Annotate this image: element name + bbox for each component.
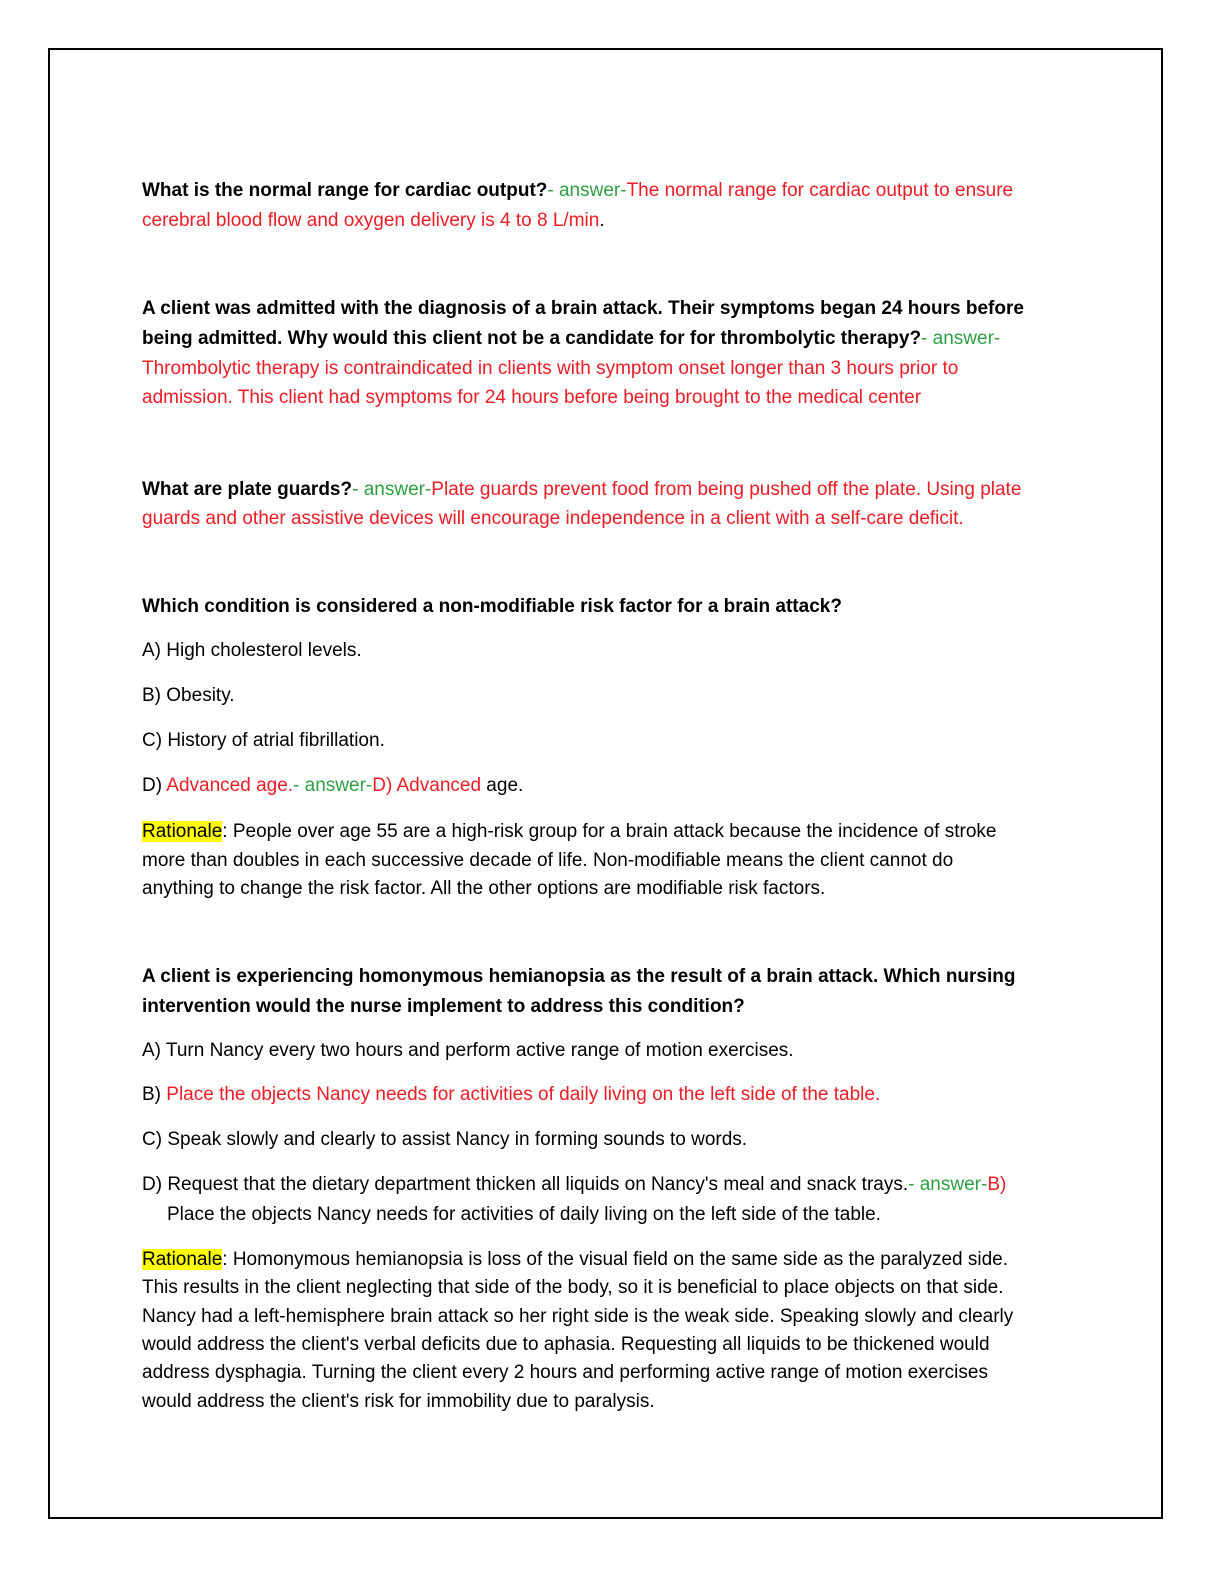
q4-answer: D) Advanced	[372, 775, 482, 796]
q4-sep2: -	[365, 775, 373, 796]
q4-option-d	[142, 771, 1082, 801]
q4-rationale-line2: more than doubles in each successive decade of life. Non-modifiable means the client cannot do	[142, 850, 954, 871]
q5-rationale-line3: Nancy had a left-hemisphere brain attack so her right side is the weak side. Speaking slowly and clearly	[142, 1306, 1014, 1327]
q4-answer-label: answer	[304, 775, 366, 796]
q5-option-b	[142, 1080, 1082, 1110]
q2-line2	[142, 324, 1082, 354]
q3-answer-line2: guards and other assistive devices will encourage independence in a client with a self-care deficit.	[142, 508, 964, 529]
q2-question-line1: A client was admitted with the diagnosis of a brain attack. Their symptoms began 24 hours before	[142, 298, 1024, 319]
q3-answer-line1: Plate guards prevent food from being pushed off the plate. Using plate	[431, 479, 1022, 500]
q4-answer-tail: age.	[481, 775, 524, 796]
q5-rationale-line2: This results in the client neglecting that side of the body, so it is beneficial to place objects on that side.	[142, 1277, 1004, 1298]
q3-sep2: -	[424, 479, 432, 500]
q2-sep1: -	[921, 328, 933, 349]
q5-option-b-prefix: B)	[142, 1084, 167, 1105]
q2-answer-line2: admission. This client had symptoms for 24 hours before being brought to the medical center	[142, 387, 922, 408]
q3-answer-label: answer	[363, 479, 425, 500]
q5-answer-b: B)	[987, 1174, 1007, 1195]
q5-sep2: -	[980, 1174, 988, 1195]
q2-answer-label: answer	[932, 328, 994, 349]
q4-option-d-text: Advanced age.	[166, 775, 294, 796]
q5-rationale-line1	[142, 1245, 1082, 1275]
q3-question: What are plate guards?	[142, 479, 353, 500]
q5-answer-label: answer	[919, 1174, 981, 1195]
q5-question-line1: A client is experiencing homonymous hemianopsia as the result of a brain attack. Which nursing	[142, 966, 1016, 987]
q4-option-c: C) History of atrial fibrillation.	[142, 730, 385, 751]
q1-answer-label: answer	[558, 180, 621, 201]
q5-rationale-line6: would address the client's risk for immobility due to paralysis.	[142, 1391, 655, 1412]
q1-line2	[142, 206, 1082, 236]
q2-question-line2: being admitted. Why would this client not be a candidate for for thrombolytic therapy?	[142, 328, 922, 349]
q5-option-d-text: D) Request that the dietary department thicken all liquids on Nancy's meal and snack trays.	[142, 1174, 909, 1195]
q3-line1	[142, 475, 1082, 505]
q5-rationale-line5: address dysphagia. Turning the client every 2 hours and performing active range of motion exercises	[142, 1362, 988, 1383]
q2-answer-line1: Thrombolytic therapy is contraindicated in clients with symptom onset longer than 3 hours prior to	[142, 358, 959, 379]
q1-line1	[142, 176, 1082, 206]
q2-sep2: -	[993, 328, 1001, 349]
q1-sep2: -	[620, 180, 627, 201]
q5-sep1: -	[908, 1174, 920, 1195]
q5-rationale-line4: would address the client's verbal deficits due to aphasia. Requesting all liquids to be thickened would	[142, 1334, 990, 1355]
q5-answer-line2: Place the objects Nancy needs for activities of daily living on the left side of the table.	[167, 1204, 881, 1225]
q1-answer-line1: The normal range for cardiac output to ensure	[626, 180, 1014, 201]
q5-question-line2: intervention would the nurse implement to address this condition?	[142, 996, 745, 1017]
q4-rationale-line3: anything to change the risk factor. All the other options are modifiable risk factors.	[142, 878, 826, 899]
q5-option-c: C) Speak slowly and clearly to assist Nancy in forming sounds to words.	[142, 1129, 748, 1150]
q4-rationale-label: Rationale	[142, 821, 223, 842]
q1-sep1: -	[547, 180, 559, 201]
q5-rationale-label: Rationale	[142, 1249, 223, 1270]
q4-option-d-prefix: D)	[142, 775, 167, 796]
q1-answer-line2: cerebral blood flow and oxygen delivery is 4 to 8 L/min	[142, 210, 600, 231]
q4-rationale-line1	[142, 817, 1082, 847]
q3-sep1: -	[352, 479, 364, 500]
q4-option-a: A) High cholesterol levels.	[142, 640, 362, 661]
q5-option-a: A) Turn Nancy every two hours and perform active range of motion exercises.	[142, 1040, 794, 1061]
q4-rationale-text: : People over age 55 are a high-risk group for a brain attack because the incidence of stroke	[222, 821, 997, 842]
q1-question: What is the normal range for cardiac output?	[142, 180, 548, 201]
q4-question: Which condition is considered a non-modifiable risk factor for a brain attack?	[142, 596, 842, 617]
q5-rationale-text: : Homonymous hemianopsia is loss of the visual field on the same side as the paralyzed side.	[222, 1249, 1009, 1270]
q4-sep1: -	[293, 775, 305, 796]
q4-option-b: B) Obesity.	[142, 685, 235, 706]
q5-option-d	[142, 1170, 1082, 1200]
q5-option-b-text: Place the objects Nancy needs for activities of daily living on the left side of the table.	[166, 1084, 881, 1105]
q1-end: .	[599, 210, 605, 231]
